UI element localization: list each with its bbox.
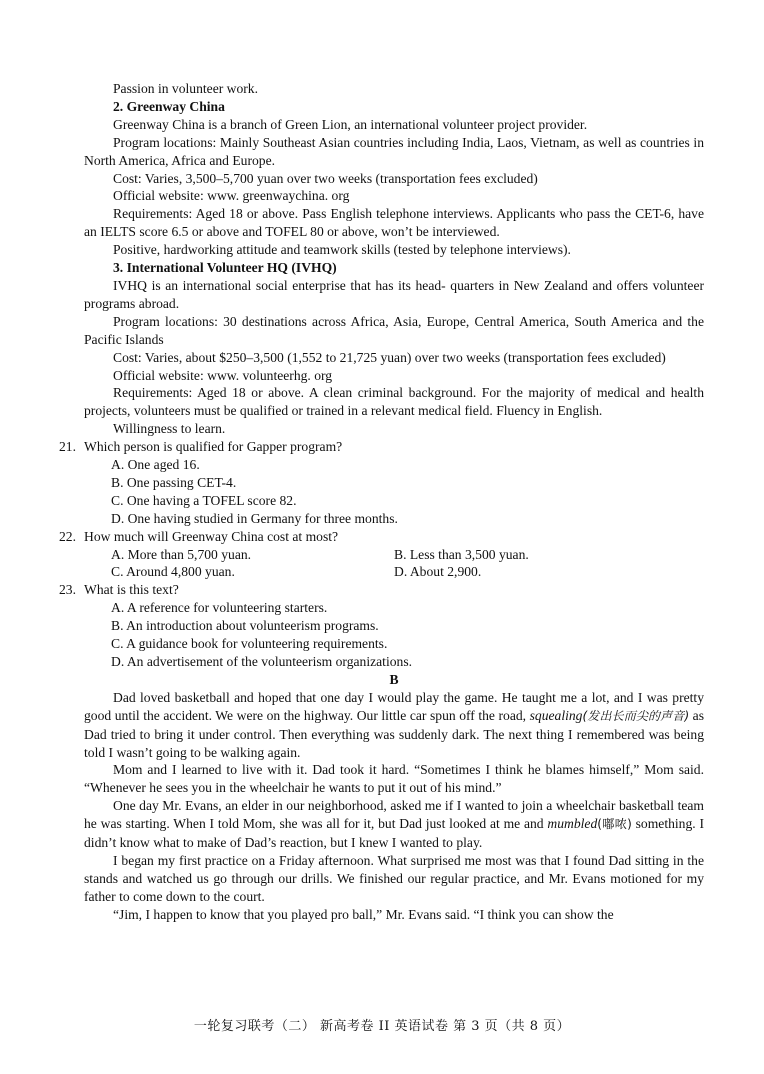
passage-b-paragraph-2: Mom and I learned to live with it. Dad took it hard. “Sometimes I think he blames himself,” Mom said. “Whenever he sees you in the wheelchair he wants to put it out of his mind.” [84,762,704,796]
question-stem: How much will Greenway China cost at most? [84,528,339,544]
option-a: A. A reference for volunteering starters. [111,600,328,616]
passage-b-paragraph-5: “Jim, I happen to know that you played pro ball,” Mr. Evans said. “I think you can show the [113,906,614,922]
vocab-word: squealing [529,707,583,723]
vocab-word: mumbled [547,816,598,832]
option-c: C. Around 4,800 yuan. [111,564,235,580]
vocab-gloss: (发出长而尖的声音) [582,708,690,723]
question-number: 22. [59,528,76,544]
option-b: B. One passing CET-4. [111,474,237,490]
ivhq-intro: IVHQ is an international social enterprise that has its head- quarters in New Zealand and offers volunteer programs abroad. [84,277,704,311]
option-c: C. A guidance book for volunteering requirements. [111,636,388,652]
option-b: B. An introduction about volunteerism programs. [111,618,379,634]
passage-b-paragraph-1: Dad loved basketball and hoped that one day I would play the game. He taught me a lot, and I was pretty good until the accident. We were on the highway. Our little car spun off the road, squealing(发出长而尖的声音) as Dad tried to bring it under control. Then everything was suddenly dark. The next thing I remembered was being told I wasn’t going to be walking again. [84,689,704,760]
question-23 [59,581,704,671]
greenway-positive: Positive, hardworking attitude and teamwork skills (tested by telephone interviews). [113,242,571,258]
page-footer: 一轮复习联考（二） 新高考卷 II 英语试卷 第 3 页（共 8 页） [193,1019,571,1034]
question-stem: What is this text? [84,582,179,598]
ivhq-website: Official website: www. volunteerhg. org [113,367,333,383]
passage-a-line: Passion in volunteer work. [113,81,258,96]
question-number: 23. [59,582,76,598]
option-c: C. One having a TOFEL score 82. [111,492,297,508]
ivhq-locations: Program locations: 30 destinations across Africa, Asia, Europe, Central America, South America and the Pacific Islands [84,313,704,347]
greenway-locations: Program locations: Mainly Southeast Asian countries including India, Laos, Vietnam, as well as countries in North America, Africa and Europe. [84,134,704,168]
ivhq-requirements: Requirements: Aged 18 or above. A clean criminal background. For the majority of medical and health projects, volunteers must be qualified or trained in a relevant medical field. Fluency in English. [84,385,704,419]
option-a: A. More than 5,700 yuan. [111,546,252,562]
section-title-greenway: 2. Greenway China [113,98,225,114]
question-number: 21. [59,439,76,455]
greenway-website: Official website: www. greenwaychina. org [113,188,350,204]
ivhq-willingness: Willingness to learn. [113,421,226,437]
option-d: D. One having studied in Germany for three months. [111,510,398,526]
section-title-ivhq: 3. International Volunteer HQ (IVHQ) [113,260,337,276]
greenway-intro: Greenway China is a branch of Green Lion, an international volunteer project provider. [113,116,588,132]
option-b: B. Less than 3,500 yuan. [394,546,529,562]
exam-page [59,80,704,924]
passage-b-label: B [389,671,399,687]
vocab-gloss: (嘟哝) [597,817,632,832]
option-d: D. About 2,900. [394,564,482,580]
question-21 [59,438,704,528]
option-a: A. One aged 16. [111,457,200,473]
passage-b-paragraph-3: One day Mr. Evans, an elder in our neighborhood, asked me if I wanted to join a wheelchair basketball team he was starting. When I told Mom, she was all for it, but Dad just looked at me and mumbled(嘟哝) something. I didn’t know what to make of Dad’s reaction, but I knew I wanted to play. [84,798,704,851]
greenway-cost: Cost: Varies, 3,500–5,700 yuan over two weeks (transportation fees excluded) [113,170,538,186]
ivhq-cost: Cost: Varies, about $250–3,500 (1,552 to 21,725 yuan) over two weeks (transportation fees excluded) [113,349,666,365]
greenway-requirements: Requirements: Aged 18 or above. Pass English telephone interviews. Applicants who pass the CET-6, have an IELTS score 6.5 or above and TOFEL 80 or above, won’t be interviewed. [84,206,704,240]
passage-b-paragraph-4: I began my first practice on a Friday afternoon. What surprised me most was that I found Dad sitting in the stands and watched us go through our drills. We finished our regular practice, and Mr. Evans motioned for my father to come down to the court. [84,852,704,904]
question-stem: Which person is qualified for Gapper program? [84,439,343,455]
option-d: D. An advertisement of the volunteerism organizations. [111,654,413,669]
question-22 [59,528,704,582]
